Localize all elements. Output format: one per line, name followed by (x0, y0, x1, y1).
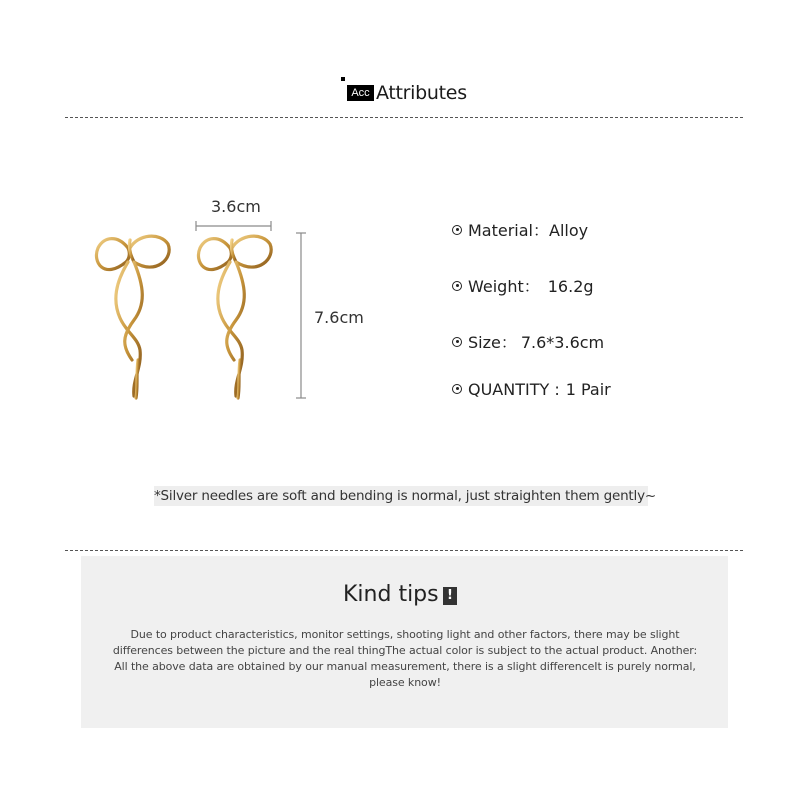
header-title: Attributes (376, 82, 467, 104)
earring-left (96, 236, 169, 398)
middle-divider (65, 550, 743, 551)
attribute-value: 16.2g (547, 277, 594, 296)
attribute-size (452, 330, 604, 353)
width-label: 3.6cm (211, 197, 261, 216)
earring-right (198, 236, 271, 398)
header-badge: Acc (347, 85, 374, 101)
kind-tips-text: Due to product characteristics, monitor settings, shooting light and other factors, there may be slight differences between the picture and the real thingThe actual color is subject to the actual product. Another: All the above data are obtained by our manual measurement, there is a slight differenceIt is purely normal, please know! (112, 628, 698, 689)
attribute-label: Material： (468, 221, 550, 240)
attribute-value: 7.6*3.6cm (520, 333, 605, 352)
bullet-icon (452, 225, 462, 235)
attribute-value: 1 Pair (565, 380, 611, 399)
exclamation-icon: ! (443, 587, 457, 605)
height-dimension-line (296, 233, 306, 398)
kind-tips-title: Kind tips (343, 582, 439, 607)
bullet-icon (452, 337, 462, 347)
attribute-label: Size： (468, 333, 517, 352)
height-label: 7.6cm (314, 308, 364, 327)
attribute-quantity (452, 380, 611, 399)
silver-needle-note: *Silver needles are soft and bending is normal, just straighten them gently~ (154, 488, 656, 504)
attribute-material (452, 218, 588, 241)
attribute-weight (452, 274, 594, 297)
bullet-icon (452, 281, 462, 291)
width-dimension-line (196, 221, 271, 231)
attribute-label: QUANTITY : (468, 380, 560, 399)
attribute-value: Alloy (549, 221, 589, 240)
attribute-label: Weight： (468, 277, 540, 296)
bullet-icon (452, 384, 462, 394)
